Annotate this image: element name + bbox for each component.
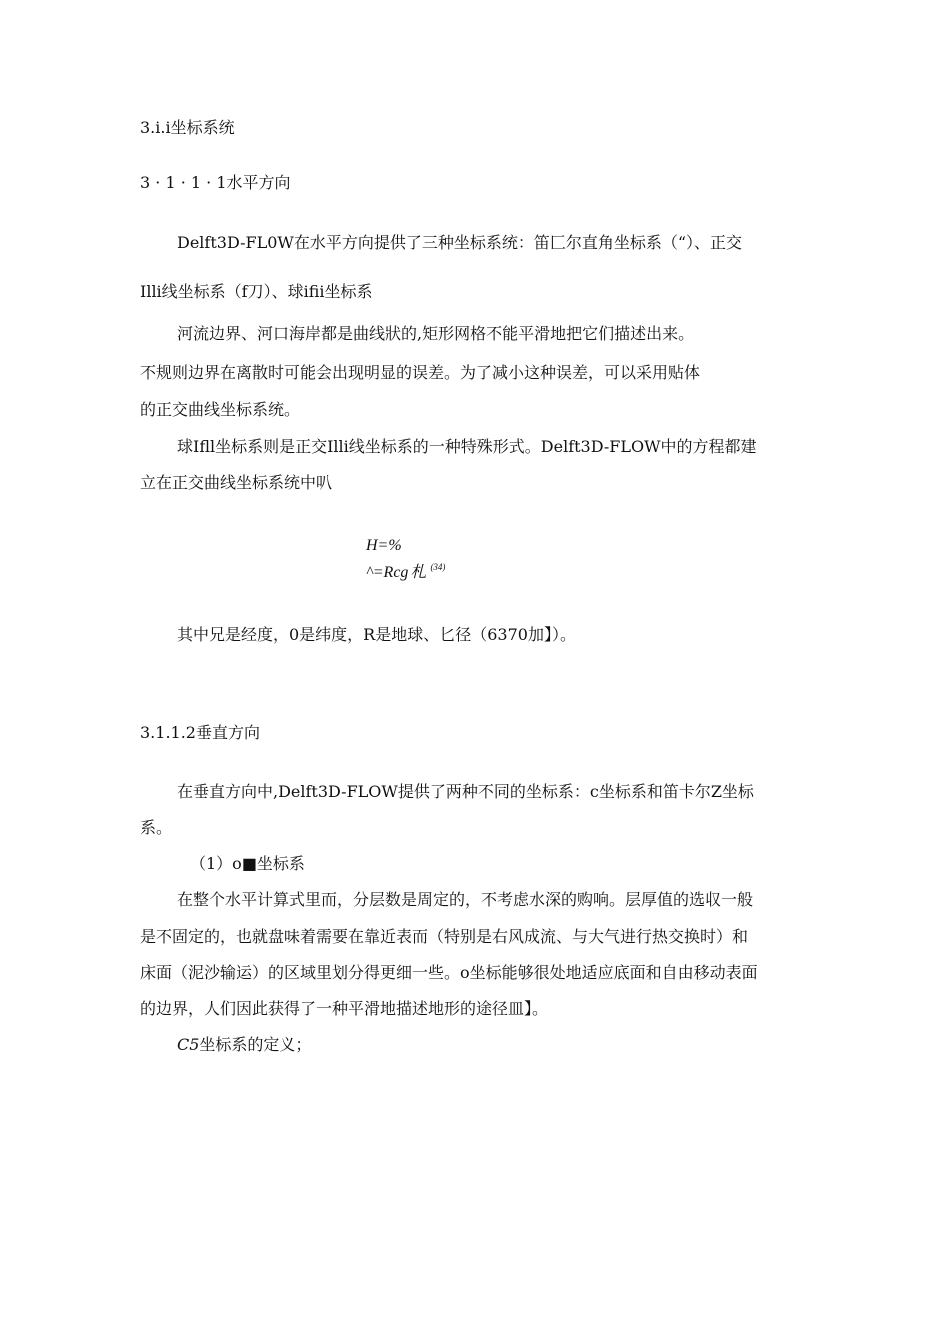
paragraph-6-line-4: 的边界，人们因此获得了一种平滑地描述地形的途径皿】。 <box>140 999 549 1018</box>
paragraph-5-line-2: 系。 <box>140 818 173 837</box>
paragraph-6-line-1: 在整个水平计算式里而，分层数是周定的，不考虑水深的购响。层厚值的选収一般 <box>177 890 754 909</box>
equation-number: (34) <box>430 562 446 572</box>
paragraph-6-line-2: 是不固定的，也就盘味着需要在靠近表而（特别是右风成流、与大气进行热交换时）和 <box>140 927 749 946</box>
paragraph-4-line-1: 其中兄是经度，0是纬度，R是地球、匕径（6370加】）。 <box>177 625 576 644</box>
paragraph-1-line-1: Delft3D-FL0W在水平方向提供了三种坐标系统：笛匚尔直角坐标系（“）、正交 <box>177 233 743 252</box>
paragraph-7-line-1 <box>177 1035 311 1055</box>
paragraph-2-line-3: 的正交曲线坐标系统。 <box>140 400 301 419</box>
paragraph-3-line-1: 球Ifll坐标系则是正交Illi线坐标系的一种特殊形式。Delft3D-FLOW中的方程都建 <box>177 437 757 456</box>
heading-sigma-coordinate: （1）o■坐标系 <box>190 854 305 873</box>
sigma-definition-text: 坐标系的定义； <box>199 1035 312 1054</box>
heading-3-1-1-2: 3.1.1.2垂直方向 <box>140 723 260 742</box>
paragraph-2-line-1: 河流边界、河口海岸都是曲线狀的,矩形网格不能平滑地把它们描述出来。 <box>177 324 695 343</box>
paragraph-3-line-2: 立在正交曲线坐标系统中叭 <box>140 473 333 492</box>
paragraph-5-line-1: 在垂直方向中,Delft3D-FLOW提供了两种不同的坐标系：c坐标系和笛卡尔Z坐标 <box>177 782 754 801</box>
formula-line-2-glyph: 札 <box>410 564 427 581</box>
formula-line-1: H=% <box>366 537 402 554</box>
heading-3-1-1-1: 3 · 1 · 1 · 1水平方向 <box>140 173 291 192</box>
paragraph-2-line-2: 不规则边界在离散时可能会出现明显的误差。为了减小这种误差，可以采用贴体 <box>140 363 701 382</box>
sigma-symbol-text: C5 <box>177 1035 200 1054</box>
formula-line-2 <box>366 557 445 583</box>
heading-3-1-1: 3.i.i坐标系统 <box>140 118 235 137</box>
paragraph-1-line-2: Illi线坐标系（f刀）、球ifii坐标系 <box>140 282 373 301</box>
paragraph-6-line-3: 床面（泥沙输运）的区域里划分得更细一些。o坐标能够很处地适应底面和自由移动表面 <box>140 963 758 982</box>
formula-line-2-expression: ^=Rcg <box>366 564 409 581</box>
